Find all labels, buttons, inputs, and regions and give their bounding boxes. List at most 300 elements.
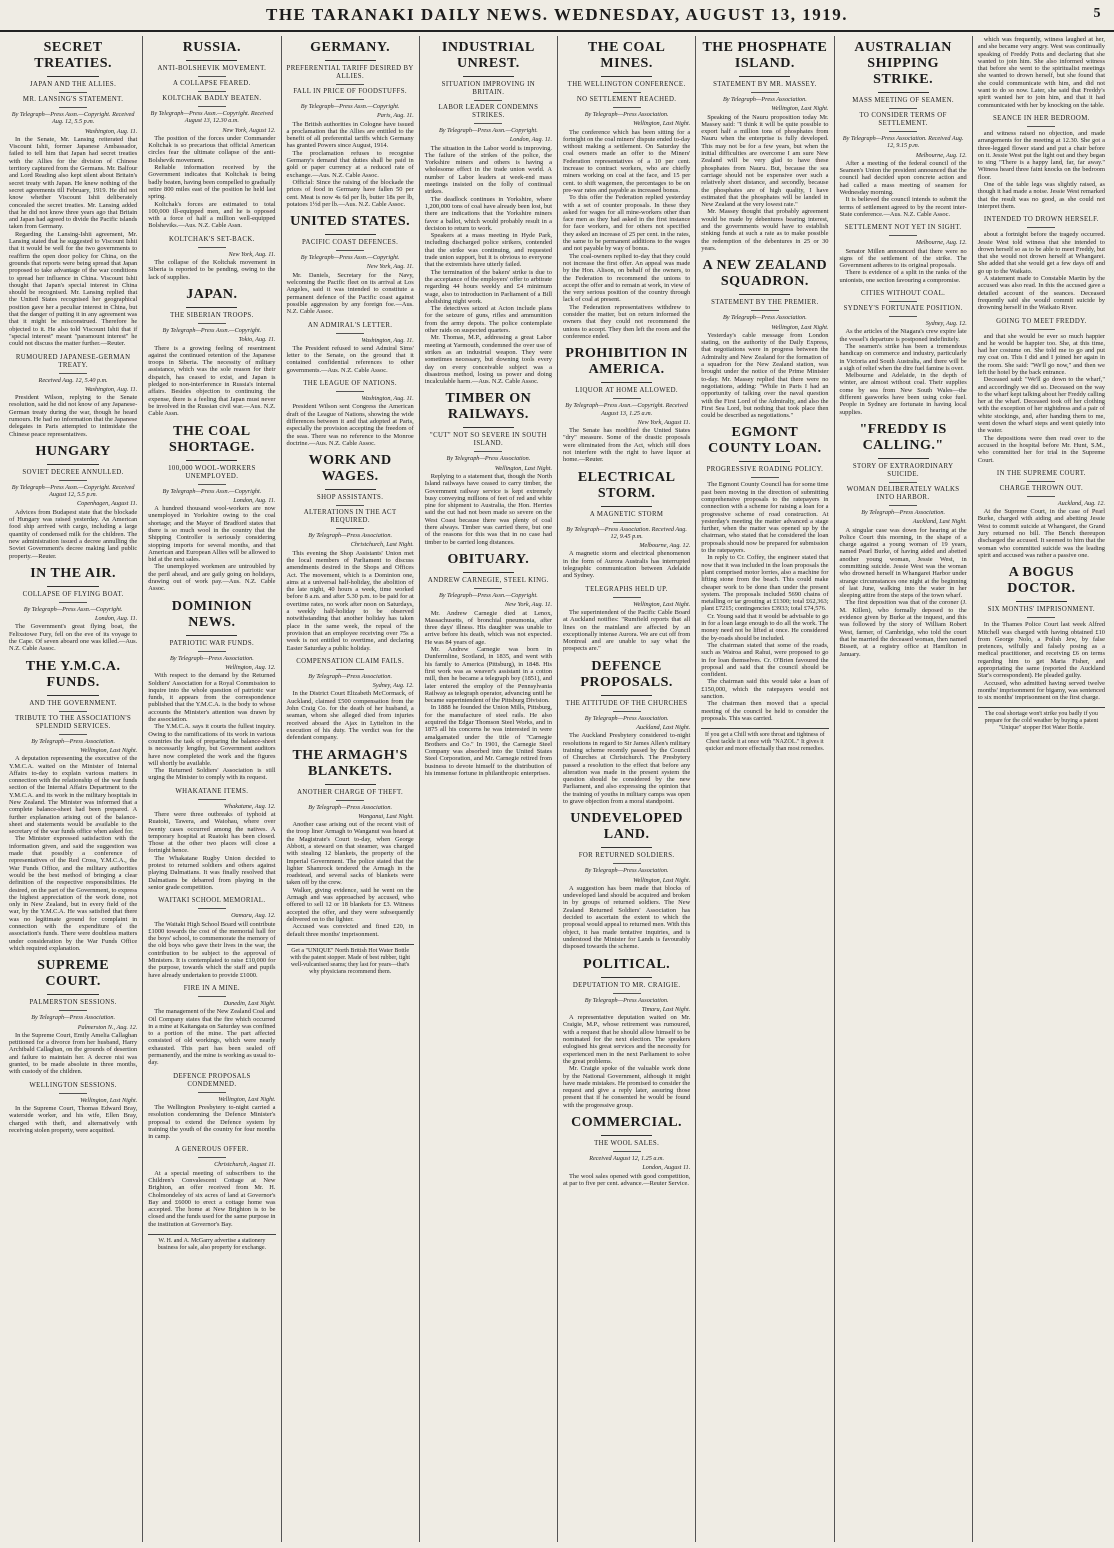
article-placeline: New York, Aug. 11. xyxy=(228,250,276,258)
headline-rule xyxy=(601,382,652,383)
article-paragraph: The depositions were then read over to the accused in the hospital before Mr. Hunt, S.M., who committed her for trial in the Supreme Court. xyxy=(977,434,1105,464)
article-headline: SUPREME COURT. xyxy=(37,958,110,990)
subheading-rule xyxy=(889,301,917,302)
article-paragraph: The Whakatane Rugby Union decided to protest to returned soldiers and others against playing Dalmatians. It was finally resolved that Dalmatians be debarred from playing in the senior grade competition. xyxy=(148,854,276,891)
subheading-rule xyxy=(336,84,364,85)
article xyxy=(563,40,690,340)
article-body xyxy=(701,114,828,253)
article-paragraph: The conference which has been sitting for a fortnight on the coal miners' dispute ended to-day without making a settlement. On Saturday the coal owners made an offer to the Miners' Federation representatives of a 10 per cent. increase to contract workers, who are chiefly miners working on coal at the face, and 15 per cent. to shift wagemen, the percentages to be on pre-war rates and payable as increased bonus. xyxy=(563,128,691,194)
article-paragraph: To this offer the Federation replied yesterday with a set of counter proposals. In these they asked for wages for all mine-workers other than face men as they had asked in the first instance for face workers, and for others not specified they asked an increase of 25 per cent. in the rates, the same to be permanent additions to the wages and not payable by way of bonus. xyxy=(563,194,691,253)
headline-rule xyxy=(739,294,790,295)
headline-rule xyxy=(739,76,790,77)
article-paragraph: In reply to Cr. Coffey, the engineer stated that now that it was included in the loan proposals the plant comprised motor lorries, also a machine for lifting stone from the beach. This could make cheaper work to be done than under the present system. The proposals included 5690 chains of metalling or tar grouting at £1300; total £62,363; plant £7215; contingencies £3933; total £74,576. xyxy=(701,554,829,613)
headline-rule xyxy=(47,695,98,696)
article-placeline: New York, August 11. xyxy=(637,418,691,426)
article-subheading: FALL IN PRICE OF FOODSTUFFS. xyxy=(293,88,407,95)
article-subheading: PATRIOTIC WAR FUNDS. xyxy=(169,639,255,647)
article-paragraph: Replying to a statement that, though the North Island railways have ceased to carry timber, the Government railway service is kept extremely busy conveying millions of feet of red and white pine for shipment to Australia, the Hon. Herries said the cut had not been made so severe on the West Coast because there was plenty of coal there always. Timber was carried there, but one of the reasons for this was that in no case had timber to be carried long distances. xyxy=(424,472,552,546)
article-body xyxy=(148,811,275,891)
headline-rule xyxy=(1016,601,1067,602)
article-paragraph: In the Senate, Mr. Lansing reiterated that Viscount Ishii, former Japanese Ambassador, failed to tell him that Japan had secret treaties with the Allies for the division of Chinese territory captured from the Germans. Mr. Balfour and Lord Reading also kept silent about Britain's secret treaty with Japan. He knew nothing of the secret agreements till February, 1919. He did not know whether Viscount Ishii deliberately concealed the secret treaties. Mr. Lansing added that he did not know three years ago that Britain and Japan had agreed to divide the Pacific islands taken from Germany. xyxy=(9,135,138,231)
article-subheading: STATEMENT BY MR. MASSEY. xyxy=(713,81,817,88)
article-placeline: Melbourne, Aug. 12. xyxy=(915,239,967,247)
article-subheading: THE WOOL SALES. xyxy=(594,1140,660,1148)
article xyxy=(978,216,1105,311)
article-headline: TIMBER ON RAILWAYS. xyxy=(445,391,532,423)
article-paragraph: President Wilson, replying to the Senate resolution, said he did not know of any Japanese-German treaty during the war, though he heard rumours. He had no information that the Japanese delegates in Paris attempted to intimidate the Chinese peace representatives. xyxy=(9,394,138,438)
subheading-rule xyxy=(59,734,87,735)
article-subheading: KOLTCHAK BADLY BEATEN. xyxy=(162,95,262,102)
article-placeline: Melbourne, Aug. 12. xyxy=(915,151,967,159)
article-subheading: MR. LANSING'S STATEMENT. xyxy=(22,96,124,103)
article-subheading: A COLLAPSE FEARED. xyxy=(173,80,251,87)
article-paragraph: The Minister expressed satisfaction with the information given, and said the suggestion was made that possibly a conference of representatives of the Red Cross, Y.M.C.A., the War Funds Office, and the military authorities would be the best method of bringing a clear definition of the respective responsibilities. He desired, on the part of the Government, to express the highest appreciation of the work done, not only in New Zealand, but in every field of the war, by the Y.M.C.A. He was satisfied that there was no legitimate ground for complaint in connection with the expenditure of the association's funds. There were doubtless matters under consideration by the War Funds Office which required explanation. xyxy=(9,835,138,952)
subheading-rule xyxy=(889,235,917,236)
article xyxy=(148,1146,275,1228)
article-body xyxy=(563,1173,690,1188)
subheading-rule xyxy=(751,477,779,478)
article-dateline: By Telegraph—Press Association. xyxy=(169,654,254,662)
subheading-rule xyxy=(613,522,641,523)
article-body xyxy=(148,135,275,230)
article-subheading: PACIFIC COAST DEFENCES. xyxy=(301,239,399,247)
subheading-rule xyxy=(751,92,779,93)
column-1 xyxy=(4,36,142,1542)
article-dateline: Received Aug. 12, 5.40 p.m. xyxy=(38,376,108,384)
headline-rule xyxy=(325,60,376,61)
article-dateline: By Telegraph—Press Association. Received Aug. 12, 9.15 p.m. xyxy=(842,135,964,150)
article xyxy=(563,811,690,950)
article-dateline: By Telegraph—Press Assn.—Copyright. Received Aug. 12, 5.5 p.m. xyxy=(11,111,135,126)
article-dateline: By Telegraph—Press Association. xyxy=(308,672,393,680)
article-subheading: THE LEAGUE OF NATIONS. xyxy=(303,380,397,388)
article-body xyxy=(425,145,552,386)
article-subheading: NO SETTLEMENT REACHED. xyxy=(576,96,677,103)
article-subheading: LIQUOR AT HOME ALLOWED. xyxy=(575,387,678,395)
article-headline: "FREDDY IS CALLING." xyxy=(859,421,947,453)
article-paragraph: The deadlock continues in Yorkshire, where 1,200,000 tons of coal have already been lost, but there are indications that the Yorkshire miners favor a ballot, which would probably result in a decision to return to work. xyxy=(424,195,552,232)
article xyxy=(701,258,828,419)
advertisement: W. H. and A. McGarry advertise a stationery business for sale, also property for exchange. xyxy=(148,1234,275,1252)
article-subheading: STATEMENT BY THE PREMIER. xyxy=(711,299,819,307)
article-subheading: AN ADMIRAL'S LETTER. xyxy=(307,321,393,329)
article-paragraph: The President refused to send Admiral Sims' letter to the Senate, on the ground that it contained confidential references to other governments.—Aus. N.Z. Cable Assoc. xyxy=(286,344,414,374)
article-paragraph: The Government's great flying boat, the Felixstowe Fury, fell on the eve of its voyage to the Cape. Of seven aboard one was killed.—Aus. N.Z. Cable Assoc. xyxy=(9,623,138,653)
article-body xyxy=(563,550,690,579)
article xyxy=(978,470,1105,559)
article-paragraph: The chairman stated that some of the roads, such as Wairoa and Rahui, were proposed to go in for loan themselves. Cr. O'Brien favoured the proposal and said that the council should be confident. xyxy=(701,641,829,679)
article-dateline: By Telegraph—Press Association. xyxy=(31,737,116,745)
headline-rule xyxy=(463,427,514,428)
article-subheading: COMPENSATION CLAIM FAILS. xyxy=(296,657,405,665)
headline-rule xyxy=(47,586,98,587)
subheading-rule xyxy=(59,1093,87,1094)
subheading-rule xyxy=(1027,227,1055,228)
article-subheading: ANOTHER CHARGE OF THEFT. xyxy=(297,788,404,796)
article-paragraph: and that she would be ever so much happier and he would be happier too. She, at this time, had her costume on. She told me to go and put my coat on. This I did and I joined her again in the room. She said: "We'll go now," and then we left the hotel by the back entrance. xyxy=(977,332,1105,376)
headline-rule xyxy=(186,635,237,636)
article-body xyxy=(148,1170,275,1228)
article-subheading: COLLAPSE OF FLYING BOAT. xyxy=(22,590,124,598)
article-dateline: By Telegraph—Press Assn.—Copyright. xyxy=(300,254,400,262)
subheading-rule xyxy=(336,800,364,801)
article-dateline: By Telegraph—Press Assn.—Copyright. Received August 12, 5.5 p.m. xyxy=(11,483,135,499)
article-body xyxy=(9,755,137,952)
article-paragraph: The management of the New Zealand Coal and Oil Company states that the fire which occurred in a mine at Kaitangata on Saturday was confined to a portion of the mine. The part affected consisted of old workings, which were nearly exhausted. This part has been sealed off permanently, and the mine is working as usual to-day. xyxy=(148,1008,276,1067)
article-body xyxy=(9,394,137,438)
article-subheading: RUMOURED JAPANESE-GERMAN TREATY. xyxy=(15,353,131,369)
article-paragraph: In 1888 he founded the Union Mills, Pittsburg, for the manufacture of steel rails. He also acquired the Edgar Thomson Steel Works, and in 1875 all his concerns he was interested in were amalgamated under the title of "Carnegie Brothers and Co." In 1901, the Carnegie Steel Company was absorbed into the United States Steel Corporation, and Mr. Carnegie retired from business to devote himself to the distribution of his immense fortune in philanthropic enterprises. xyxy=(424,704,552,778)
article-paragraph: President Wilson sent Congress the American draft of the League of Nations, showing the wide differences between it and that adopted at Paris, especially the provision accepting the freedom of the seas. There was no reference to the Monroe doctrine.—Aus. N.Z. Cable Assoc. xyxy=(286,403,414,447)
article-headline: IN THE AIR. xyxy=(30,565,117,581)
article-subheading: TO CONSIDER TERMS OF SETTLEMENT. xyxy=(859,112,947,127)
article-subheading: ANTI-BOLSHEVIK MOVEMENT. xyxy=(157,65,267,72)
subheading-rule xyxy=(1027,617,1055,618)
article-dateline: By Telegraph—Press Assn.—Copyright. xyxy=(162,487,262,495)
subheading-rule xyxy=(198,1157,226,1158)
article-dateline: By Telegraph—Press Association. xyxy=(722,314,807,322)
article-subheading: THE SIBERIAN TROOPS. xyxy=(170,311,254,319)
article-paragraph: A statement made to Constable Martin by the accused was also read. In this the accused gave a detailed account of the seances. Deceased frequently said she would commit suicide by drowning herself in the Waikato River. xyxy=(977,275,1105,312)
headline-rule xyxy=(325,234,376,235)
article-body xyxy=(563,885,690,951)
subheading-rule xyxy=(889,108,917,109)
article-subheading: FIRE IN A MINE. xyxy=(183,984,240,992)
article-placeline: Wellington, Aug. 12. xyxy=(225,663,276,671)
article-subheading: IN THE SUPREME COURT. xyxy=(996,469,1086,477)
subheading-rule xyxy=(198,106,226,107)
article-paragraph: The Senate has modified the United States "dry" measure. Some of the drastic proposals were eliminated from the Act, which still does not interfere with the right to have liquor at home.—Reuter. xyxy=(563,427,691,464)
article-subheading: ALTERATIONS IN THE ACT REQUIRED. xyxy=(303,509,397,525)
headline-rule xyxy=(325,489,376,490)
column-7 xyxy=(834,36,972,1542)
article-paragraph: Koltchak's forces are estimated to total 100,000 ill-equipped men, and he is opposed with a force of half a million well-equipped Bolsheviks.—Aus. N.Z. Cable Assn. xyxy=(148,200,276,230)
article-headline: A NEW ZEALAND SQUADRON. xyxy=(702,258,828,290)
subheading-rule xyxy=(474,100,502,101)
subheading-rule xyxy=(198,908,226,909)
article xyxy=(425,552,552,777)
subheading-rule xyxy=(198,76,226,77)
article xyxy=(978,565,1105,701)
subheading-rule xyxy=(1027,496,1055,497)
article-body xyxy=(9,509,137,560)
article-placeline: New York, August 12. xyxy=(222,126,276,134)
subheading-rule xyxy=(1027,481,1055,482)
article-subheading: ANDREW CARNEGIE, STEEL KING. xyxy=(427,576,549,584)
headline-rule xyxy=(186,460,237,461)
article xyxy=(287,40,414,208)
article-placeline: Wellington, Last Night. xyxy=(771,105,829,113)
article-placeline: Christchurch, August 11. xyxy=(214,1161,276,1169)
headline-rule xyxy=(186,60,237,61)
article-paragraph: In the Supreme Court, Emily Amelia Callaghan petitioned for a divorce from her husband, Harry Archibald Callaghan, on the grounds of desertion and failure to maintain her. A decree nisi was granted, to be made absolute in three months, with custody of the children. xyxy=(9,1031,138,1076)
article-body xyxy=(148,345,275,418)
article-paragraph: A hundred thousand wool-workers are now unemployed in Yorkshire owing to the coal shortage; and the Mayor of Bradford states that there is so much wool in the country that the Shipping Controller is seriously considering stopping imports for several months, and that American and European Allies will be allowed to bid at the next sales. xyxy=(148,505,276,564)
article xyxy=(287,322,414,374)
article-placeline: Dunedin, Last Night. xyxy=(223,999,276,1007)
headline-rule xyxy=(325,784,376,785)
article-body xyxy=(9,623,137,652)
article-subheading: SETTLEMENT NOT YET IN SIGHT. xyxy=(844,224,962,232)
article-dateline: By Telegraph—Press Association. xyxy=(308,803,393,811)
article-subheading: WAITAKI SCHOOL MEMORIAL. xyxy=(158,897,266,905)
article-dateline: Received August 12, 1.25 a.m. xyxy=(589,1155,665,1163)
article-paragraph: In the Thames Police Court last week Alfred Mitchell was charged with having obtained £10 from George Nolo, a Polish Jew, by false pretences, wilfully and falsely posing as a medical practitioner, and receiving £6 on terms regarding him to get Maria Fisher, and appropriating the same (reported the Auckland Star's correspondent). He pleaded guilty. xyxy=(977,621,1105,680)
article xyxy=(287,453,414,652)
article-placeline: London, Aug. 11. xyxy=(233,496,276,504)
article-headline: COMMERCIAL. xyxy=(571,1115,683,1131)
article-subheading: SIX MONTHS' IMPRISONMENT. xyxy=(987,606,1095,614)
article-subheading: GOING TO MEET FREDDY. xyxy=(996,317,1087,325)
article-headline: DEFENCE PROPOSALS. xyxy=(580,658,673,690)
article-paragraph: Mr. Massey thought that probably agreement would be made by debentures bearing interest, and the governments would have to establish sinking funds at such a rate as to make possible the redemption of the debentures in 25 or 30 years. xyxy=(701,208,829,252)
article xyxy=(9,40,137,348)
article-headline: OBITUARY. xyxy=(447,551,530,567)
subheading-rule xyxy=(889,131,917,132)
subheading-rule xyxy=(336,250,364,251)
subheading-rule xyxy=(198,1092,226,1093)
article-subheading: AND THE GOVERNMENT. xyxy=(29,699,117,707)
headline-rule xyxy=(601,1135,652,1136)
article-paragraph: The British authorities in Cologne have issued a proclamation that the Allies are entitled to the benefit of all preferential tariffs which Germany has granted Powers since August, 1914. xyxy=(286,120,414,150)
article-paragraph: Mr. Andrew Carnegie was born in Dunfermline, Scotland, in 1835, and went with his family to America (Pittsburg), in 1848. His first work was as weaver's assistant in a cotton mill, then he became a telegraph boy (1851), and later entered the employ of the Pennsylvania Railway as telegraph operator, advancing until he became superintendent of the Pittsburg Division. xyxy=(424,646,552,705)
subheading-rule xyxy=(1027,126,1055,127)
column-2 xyxy=(142,36,280,1542)
subheading-rule xyxy=(198,323,226,324)
article-body xyxy=(287,821,414,938)
article-headline: THE Y.M.C.A. FUNDS. xyxy=(25,658,121,690)
article-paragraph: The chairman then moved that a special meeting of the council be held to consider the proposals. This was carried. xyxy=(701,700,829,722)
article-headline: AUSTRALIAN SHIPPING STRIKE. xyxy=(854,40,952,87)
article-paragraph: This evening the Shop Assistants' Union met the local members of Parliament to discuss amendments desired in the Shops and Offices Act. The movement, which is a Dominion one, aims at a universal half-holiday, the abolition of the late night, 40 hours a week, time worked before 8 a.m. and after 5.30 p.m. to be paid for at overtime rates, no work after noon on Saturdays, a weekly half-holiday to be observed notwithstanding that another holiday has taken place in the same week, the repeal of the provision that an employee receiving over 75s a week is not entitled to overtime, and declaring Easter Saturday a public holiday. xyxy=(286,549,414,652)
article xyxy=(978,115,1105,210)
article-body xyxy=(701,332,828,420)
subheading-rule xyxy=(198,996,226,997)
article xyxy=(9,354,137,438)
article-placeline: Wellington, Last Night. xyxy=(633,876,691,884)
masthead xyxy=(0,0,1114,32)
subheading-rule xyxy=(474,451,502,452)
subheading-rule xyxy=(336,528,364,529)
article-headline: EGMONT COUNTY LOAN. xyxy=(708,425,822,457)
subheading-rule xyxy=(613,597,641,598)
column-3 xyxy=(281,36,419,1542)
article xyxy=(563,346,690,463)
column-8 xyxy=(972,36,1110,1542)
article-body xyxy=(840,160,967,218)
article-dateline: By Telegraph—Press Association. xyxy=(584,714,669,722)
article-paragraph: The position of the forces under Commander Koltchak is so precarious that official American circles fear the ultimate collapse of the anti-Bolshevik movement. xyxy=(148,134,276,164)
masthead-title: THE TARANAKI DAILY NEWS. WEDNESDAY, AUGUST 13, 1919. xyxy=(266,5,848,24)
subheading-rule xyxy=(613,863,641,864)
article xyxy=(9,444,137,560)
article-paragraph: The Federation representatives withdrew to consider the matter, but on return informed the owners that they could not recommend the unions to accept. They then left the room and the conference ended. xyxy=(563,303,691,340)
article xyxy=(148,897,275,979)
subheading-rule xyxy=(751,310,779,311)
article xyxy=(563,586,690,653)
page-number: 5 xyxy=(1093,6,1102,21)
article-body xyxy=(425,610,552,778)
article-paragraph: and witness raised no objection, and made arrangements for the meeting at 12.30. She got a three-legged flower stand and put a chair before on it. Jessie West put the light out and they began to sing "There is a happy land, far, far away." Witness heard three faint knocks on the bedroom floor. xyxy=(977,129,1105,181)
article-paragraph: The termination of the bakers' strike is due to the acceptance of the employers' offer to arbitrate regarding 44 hours weekly and £4 minimum wage, also to introduction in Parliament of a Bill abolishing night work. xyxy=(424,268,552,305)
article-dateline: By Telegraph—Press Assn.—Copyright. xyxy=(23,605,123,613)
article-headline: DOMINION NEWS. xyxy=(171,598,252,630)
subheading-rule xyxy=(613,993,641,994)
article-placeline: Auckland, Aug. 12. xyxy=(1057,499,1105,507)
article-body xyxy=(563,129,690,341)
article-headline: A BOGUS DOCTOR. xyxy=(1007,565,1076,597)
article-subheading: WHAKATANE ITEMS. xyxy=(175,787,249,795)
advertisement: The coal shortage won't strike you badly if you prepare for the cold weather by buying a patent "Unique" stopper Hot Water Bottle. xyxy=(978,707,1105,732)
article-paragraph: A deputation representing the executive of the Y.M.C.A. waited on the Minister of Internal Affairs to-day to explain various matters in connection with the relationship of the war funds section of the Internal Affairs Department to the Y.M.C.A. and its work in the military hospitals in New Zealand. The Minister was informed that a complete balance-sheet had been prepared. A further explanation arising out of the balance-sheet and statements would be available to the secretary of the war funds office when asked for. xyxy=(9,755,138,836)
article-paragraph: The seamen's strike has been a tremendous handicap on commerce and industry, particularly in Victoria and South Australia, and there will be a sigh of relief when the dire fuel famine is over. xyxy=(839,342,967,372)
article-dateline: By Telegraph—Press Association. xyxy=(31,1014,116,1022)
article-body xyxy=(287,272,414,316)
article-paragraph: A magnetic storm and electrical phenomenon in the form of Aurora Australis has interrupted telegraphic communication between Adelaide and Sydney. xyxy=(563,550,691,580)
article-headline: RUSSIA. xyxy=(182,40,242,55)
headline-rule xyxy=(601,76,652,77)
article xyxy=(287,214,414,315)
article-placeline: Auckland, Last Night. xyxy=(636,724,691,732)
subheading-rule xyxy=(336,505,364,506)
article-paragraph: The unemployed workmen are untroubled by the peril ahead, and are gaily going on holidays, drawing out of work pay.—Aus. N.Z. Cable Assoc. xyxy=(148,563,276,593)
article xyxy=(148,985,275,1067)
article xyxy=(148,1073,275,1141)
article-subheading: DEFENCE PROPOSALS CONDEMNED. xyxy=(173,1072,251,1088)
article xyxy=(563,957,690,1109)
article-body xyxy=(9,136,137,348)
article xyxy=(9,566,137,653)
article-subheading: JAPAN AND THE ALLIES. xyxy=(30,81,117,88)
article-subheading: 100,000 WOOL-WORKERS UNEMPLOYED. xyxy=(168,464,256,480)
article-headline: INDUSTRIAL UNREST. xyxy=(441,40,535,71)
article-headline: THE PHOSPHATE ISLAND. xyxy=(702,40,828,71)
subheading-rule xyxy=(474,588,502,589)
headline-rule xyxy=(463,76,514,77)
article-body xyxy=(978,621,1105,701)
article-subheading: TRIBUTE TO THE ASSOCIATION'S SPLENDID SERVICES. xyxy=(15,714,132,730)
article-headline: JAPAN. xyxy=(186,286,238,302)
subheading-rule xyxy=(336,333,364,334)
article-subheading: SITUATION IMPROVING IN BRITAIN. xyxy=(441,81,536,96)
subheading-rule xyxy=(59,107,87,108)
article-paragraph: Speaking of the Nauru proposition today Mr. Massey said: "I think it will be quite possible to export half a million tons of phosphates from Nauru when the enterprise is fully developed. This may not be for a few years, but when the initial difficulties are overcome I am sure New Zealand will be very glad to have these phosphates from Nauru. But, because the sea carriage should not be expensive over such a relatively short distance, and secondly, because the phosphates are of high quality, I have estimated that the phosphates will be landed in New Zealand at the very lowest rate." xyxy=(701,113,829,209)
advertisement: Get a "UNIQUE" North British Hot Water Bottle with the patent stopper. Made of best rubber, tight well-vulcanised seams; they last for years—that's why physicians recommend them. xyxy=(287,944,414,976)
subheading-rule xyxy=(613,398,641,399)
subheading-rule xyxy=(613,1151,641,1152)
subheading-rule xyxy=(59,92,87,93)
article xyxy=(563,470,690,580)
article-dateline: By Telegraph—Press Assn.—Copyright. Received August 13, 12.30 a.m. xyxy=(150,110,274,125)
article-body xyxy=(563,609,690,653)
article-paragraph: There is a growing feeling of resentment against the continued retention of the Japanese troops in Siberia. The necessity of military assistance, which was the sole reason for their dispatch, has ceased to exist, and Japan is pledged to non-interference in Russia's internal affairs. Besides objection to continuing the expense, there is a feeling that Japan must never be involved in the Russian civil war.—Aus. N.Z. Cable Assn. xyxy=(148,344,276,418)
article-placeline: Sydney, Aug. 12. xyxy=(925,320,967,328)
article-paragraph: There is evidence of a split in the ranks of the unionists, one section favouring a compromise. xyxy=(839,269,967,284)
subheading-rule xyxy=(889,316,917,317)
article-dateline: By Telegraph—Press Association. xyxy=(584,111,669,118)
article-placeline: Sydney, Aug. 12. xyxy=(372,682,414,690)
article-subheading: WELLINGTON SESSIONS. xyxy=(29,1081,117,1089)
article-placeline: Oamaru, Aug. 12. xyxy=(231,912,276,920)
article-subheading: SHOP ASSISTANTS. xyxy=(316,494,384,502)
article-subheading: THE WELLINGTON CONFERENCE. xyxy=(567,81,686,88)
article xyxy=(9,958,137,1075)
article-paragraph: The superintendent of the Pacific Cable Board at Auckland notifies: "Rumfield reports that all lines on the mainland are affected by an exceptionally intense Aurora. We are cut off from Montreal and are unable to say what the prospects are." xyxy=(563,608,691,653)
article-subheading: STORY OF EXTRAORDINARY SUICIDE. xyxy=(852,462,954,478)
article-paragraph: A representative deputation waited on Mr. Craigie, M.P., whose retirement was rumoured, with a request that he should allow himself to be nominated for the next election. The speakers eulogised his great services and the necessity for experienced men in the next Parliament to solve the great problems. xyxy=(563,1014,691,1065)
headline-rule xyxy=(878,92,929,93)
article-body xyxy=(840,248,967,284)
article-subheading: MASS MEETING OF SEAMEN. xyxy=(852,97,954,104)
subheading-rule xyxy=(613,107,641,108)
article-headline: THE COAL SHORTAGE. xyxy=(168,423,255,455)
subheading-rule xyxy=(1027,329,1055,330)
article-headline: GERMANY. xyxy=(310,40,391,55)
headline-rule xyxy=(878,458,929,459)
article-placeline: London, Aug. 11. xyxy=(509,136,552,144)
subheading-rule xyxy=(613,711,641,712)
subheading-rule xyxy=(336,669,364,670)
subheading-rule xyxy=(59,711,87,712)
article xyxy=(287,380,414,447)
article-placeline: Paris, Aug. 11. xyxy=(377,112,414,120)
article xyxy=(9,1082,137,1134)
article xyxy=(148,424,275,593)
subheading-rule xyxy=(613,92,641,93)
article xyxy=(978,318,1105,464)
subheading-rule xyxy=(336,391,364,392)
article xyxy=(148,599,275,782)
article-paragraph: The detectives seized at Acton include plans for the seizure of guns, rifles and ammunition from the army depots. The police contemplate other raids on suspected quarters. xyxy=(424,305,552,335)
article-headline: WORK AND WAGES. xyxy=(308,453,392,485)
article-subheading: CITIES WITHOUT COAL. xyxy=(861,290,946,298)
article-headline: ELECTRICAL STORM. xyxy=(577,469,676,501)
article-body xyxy=(148,505,275,593)
article-paragraph: Accused was convicted and fined £20, in default three months' imprisonment. xyxy=(286,923,414,938)
article-subheading: DEPUTATION TO MR. CRAIGIE. xyxy=(572,981,681,989)
article-paragraph: A suggestion has been made that blocks of undeveloped land should be acquired and broken in by groups of returned soldiers. The New Zealand Returned Soldiers' Association has decided to ascertain the extent to which the proposal would appeal to returned men. With this object, it has made tentative inquiries, and is understood the Minister for Lands is favourably disposed towards the scheme. xyxy=(563,884,691,951)
article-subheading: THE ATTITUDE OF THE CHURCHES xyxy=(565,699,688,707)
article-placeline: Timaru, Last Night. xyxy=(641,1005,691,1013)
headline-rule xyxy=(739,461,790,462)
headline-rule xyxy=(47,464,98,465)
article-subheading: TELEGRAPHS HELD UP. xyxy=(585,585,668,593)
article-paragraph: In the District Court Elizabeth McCormack, of Auckland, claimed £500 compensation from the John Craig Co. for the death of her husband, a seaman, whom she alleged died from injuries received aboard the Ajax in Lyttelton in the execution of his duty. The verdict was for the defendant company. xyxy=(286,690,414,742)
article-placeline: Wellington, Last Night. xyxy=(633,120,691,128)
article-headline: SECRET TREATIES. xyxy=(34,40,113,71)
article-subheading: LABOR LEADER CONDEMNS STRIKES. xyxy=(438,104,539,119)
article-subheading: A GENEROUS OFFER. xyxy=(174,1146,249,1154)
article xyxy=(840,422,967,658)
subheading-rule xyxy=(198,91,226,92)
advertisement: If you get a Chill with sore throat and tightness of Chest tackle it at once with "NAZOL." It gives it quicker and more effectually than most remedies. xyxy=(701,728,828,753)
headline-rule xyxy=(47,994,98,995)
article xyxy=(563,1115,690,1187)
article xyxy=(287,658,414,742)
article-paragraph: The chairman said this would take a loan of £150,000, which the ratepayers would not sanction. xyxy=(701,678,829,700)
article-subheading: SEANCE IN HER BEDROOM. xyxy=(992,114,1090,122)
article-paragraph: With respect to the demand by the Returned Soldiers' Association for a Royal Commission to inquire into the whole question of patriotic war funds, it appears from the correspondence published that the Y.M.C.A. is the body to whose accounts the Minister's attention was drawn by the association. xyxy=(148,672,276,724)
headline-rule xyxy=(47,76,98,77)
article-subheading: KOLTCHAK'S SET-BACK. xyxy=(168,235,255,243)
article-body xyxy=(9,1105,137,1134)
article-subheading: A MAGNETIC STORM xyxy=(589,510,664,518)
subheading-rule xyxy=(198,799,226,800)
article xyxy=(148,236,275,281)
article-paragraph: The proclamation refuses to recognise Germany's demand that duties shall be paid in gold or paper currency at a reduced rate of exchange.—Aus. N.Z. Cable Assoc. xyxy=(286,149,414,179)
article-paragraph: Cr. Young said that it would be advisable to go in for a loan large enough to do all the work. The money need not be lifted at once. He considered the by-roads should be included. xyxy=(701,612,829,642)
article-paragraph: Mr. Daniels, Secretary for the Navy, welcoming the Pacific fleet on its arrival at Los Angeles, said it was intended to constitute a permanent defence of the Pacific coast against possible aggression by any foreign foe.—Aus. N.Z. Cable Assoc. xyxy=(286,271,414,316)
